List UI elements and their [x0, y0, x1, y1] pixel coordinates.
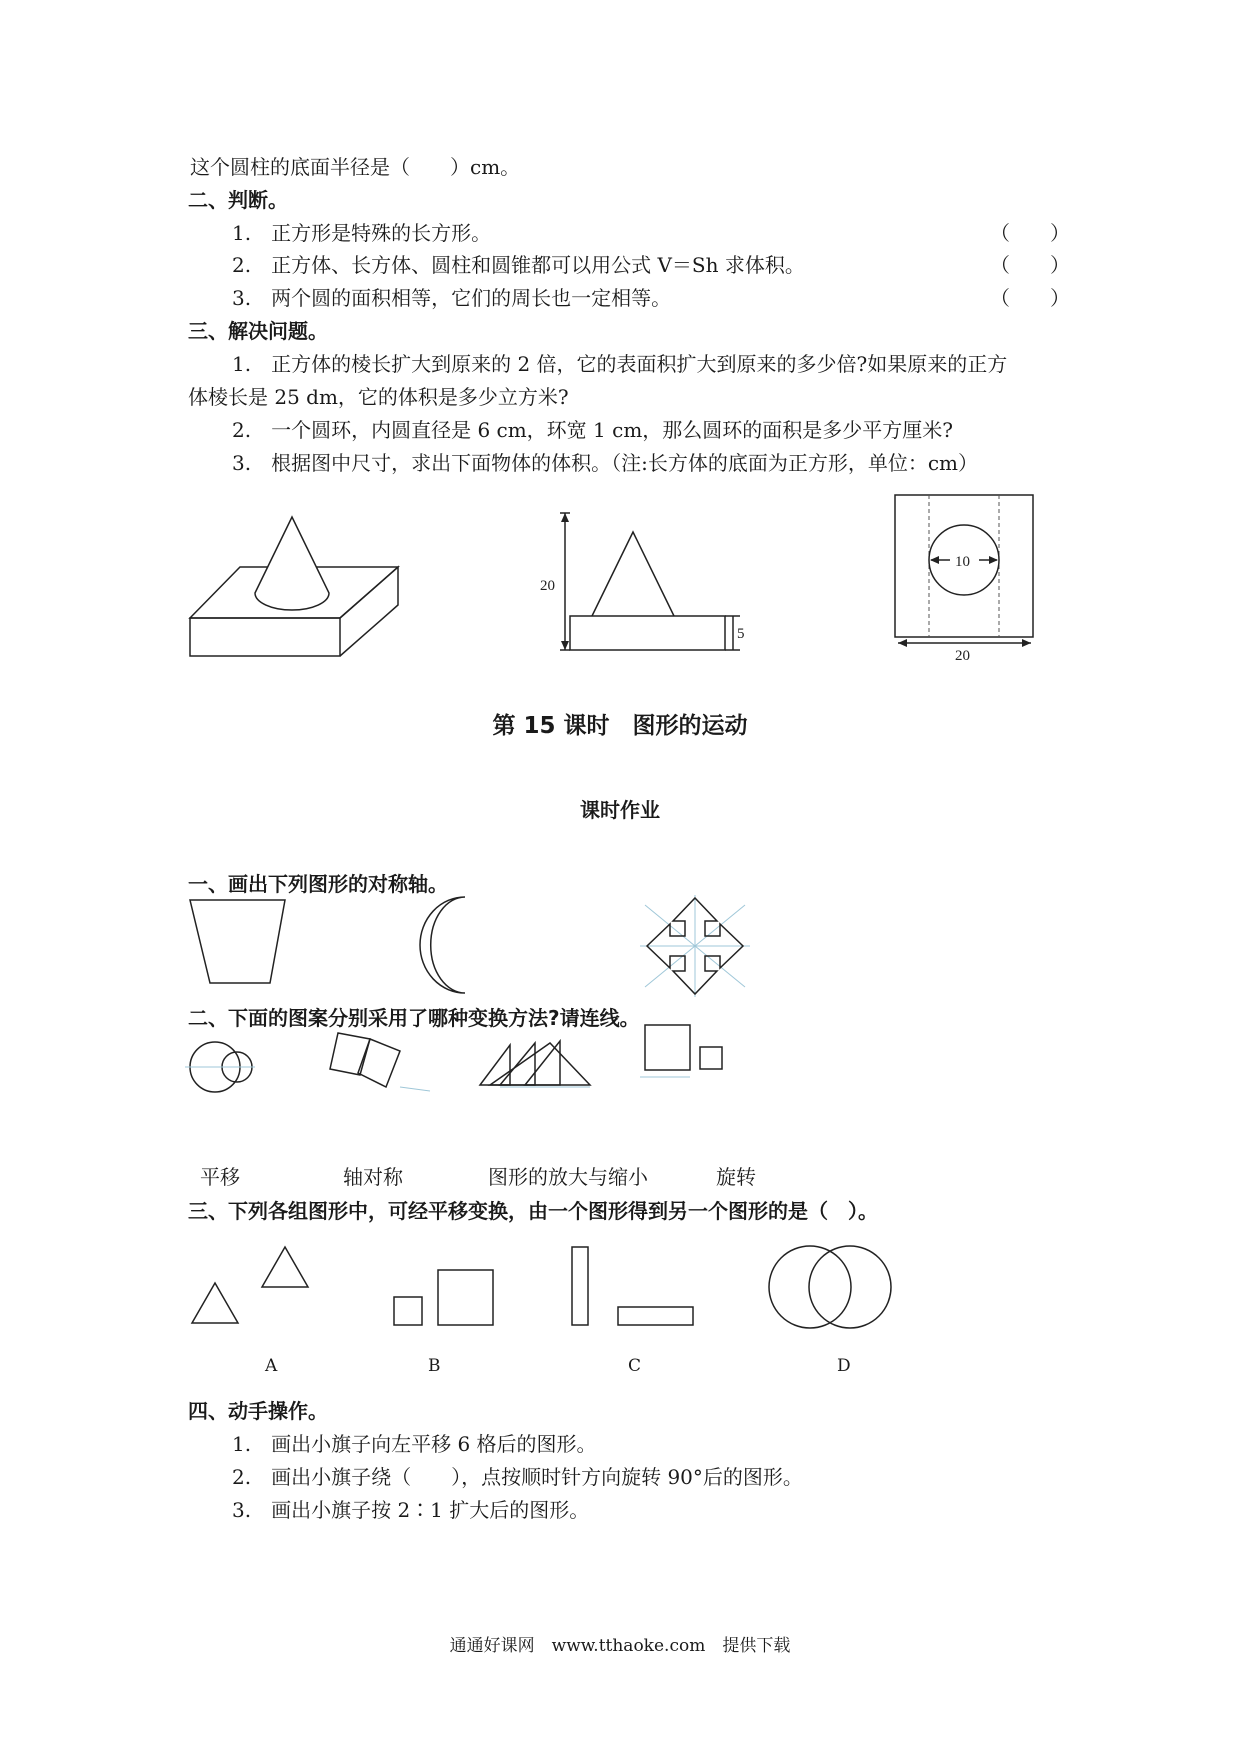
- front-view-figure: [530, 505, 750, 655]
- judge-item-2: 2. 正方体、长方体、圆柱和圆锥都可以用公式 V＝Sh 求体积。: [232, 253, 805, 277]
- judge-paren-1[interactable]: （ ）: [990, 221, 1070, 245]
- homework-title: 课时作业: [580, 798, 660, 822]
- problem-3: 3. 根据图中尺寸，求出下面物体的体积。（注:长方体的底面为正方形，单位：cm）: [232, 451, 978, 475]
- option-translation[interactable]: 平移: [200, 1165, 240, 1189]
- part-3-title: 三、下列各组图形中，可经平移变换，由一个图形得到另一个图形的是（ ）。: [188, 1199, 878, 1223]
- height-label: 20: [540, 578, 555, 594]
- top-line: 这个圆柱的底面半径是（ ）cm。: [190, 155, 521, 179]
- judge-paren-3[interactable]: （ ）: [990, 286, 1070, 310]
- translation-choice-figures: [190, 1235, 890, 1330]
- problem-1-line-1: 1. 正方体的棱长扩大到原来的 2 倍，它的表面积扩大到原来的多少倍?如果原来的正方: [232, 352, 1008, 376]
- translated-triangles-figure: [480, 1041, 590, 1087]
- four-arrow-shape: [640, 895, 750, 997]
- label-d[interactable]: D: [837, 1356, 851, 1376]
- section-judge-title: 二、判断。: [188, 188, 288, 212]
- judge-item-3: 3. 两个圆的面积相等，它们的周长也一定相等。: [232, 286, 672, 310]
- top-view-figure: [895, 490, 1045, 664]
- problem-2: 2. 一个圆环，内圆直径是 6 cm，环宽 1 cm，那么圆环的面积是多少平方厘米?: [232, 418, 954, 442]
- symmetry-figures: [190, 895, 750, 1000]
- trapezoid-shape: [190, 900, 285, 983]
- hands-on-item-1: 1. 画出小旗子向左平移 6 格后的图形。: [232, 1432, 597, 1456]
- part-2-title: 二、下面的图案分别采用了哪种变换方法?请连线。: [188, 1006, 640, 1030]
- hands-on-item-3: 3. 画出小旗子按 2∶1 扩大后的图形。: [232, 1498, 590, 1522]
- scaled-squares-figure: [640, 1025, 722, 1077]
- lesson-title: 第 15 课时 图形的运动: [492, 713, 748, 739]
- section-problems-title: 三、解决问题。: [188, 319, 328, 343]
- label-c[interactable]: C: [628, 1356, 642, 1376]
- judge-paren-2[interactable]: （ ）: [990, 253, 1070, 277]
- hands-on-item-2: 2. 画出小旗子绕（ ），点按顺时针方向旋转 90°后的图形。: [232, 1465, 803, 1489]
- transformation-figures: [190, 1025, 750, 1115]
- part-4-title: 四、动手操作。: [188, 1399, 328, 1423]
- footer: 通通好课网 www.tthaoke.com 提供下载: [449, 1636, 791, 1656]
- rotated-squares-figure: [330, 1033, 430, 1091]
- cone-on-box-figure: [190, 510, 450, 660]
- judge-item-1: 1. 正方形是特殊的长方形。: [232, 221, 492, 245]
- diameter-label: 10: [955, 554, 970, 570]
- option-rotation[interactable]: 旋转: [716, 1165, 756, 1189]
- option-b-shapes: [394, 1270, 493, 1325]
- option-d-shapes: [769, 1246, 891, 1328]
- crescent-shape: [420, 897, 465, 993]
- option-axial-symmetry[interactable]: 轴对称: [343, 1165, 403, 1189]
- label-b[interactable]: B: [428, 1356, 441, 1376]
- overlapping-circles-figure: [185, 1042, 255, 1092]
- option-scaling[interactable]: 图形的放大与缩小: [488, 1165, 648, 1189]
- base-height-label: 5: [737, 626, 745, 642]
- option-a-shapes: [192, 1247, 308, 1323]
- option-c-shapes: [572, 1247, 693, 1325]
- label-a[interactable]: A: [265, 1356, 278, 1376]
- problem-1-line-2: 体棱长是 25 dm，它的体积是多少立方米?: [188, 385, 569, 409]
- part-1-title: 一、画出下列图形的对称轴。: [188, 872, 448, 896]
- width-label: 20: [955, 648, 970, 664]
